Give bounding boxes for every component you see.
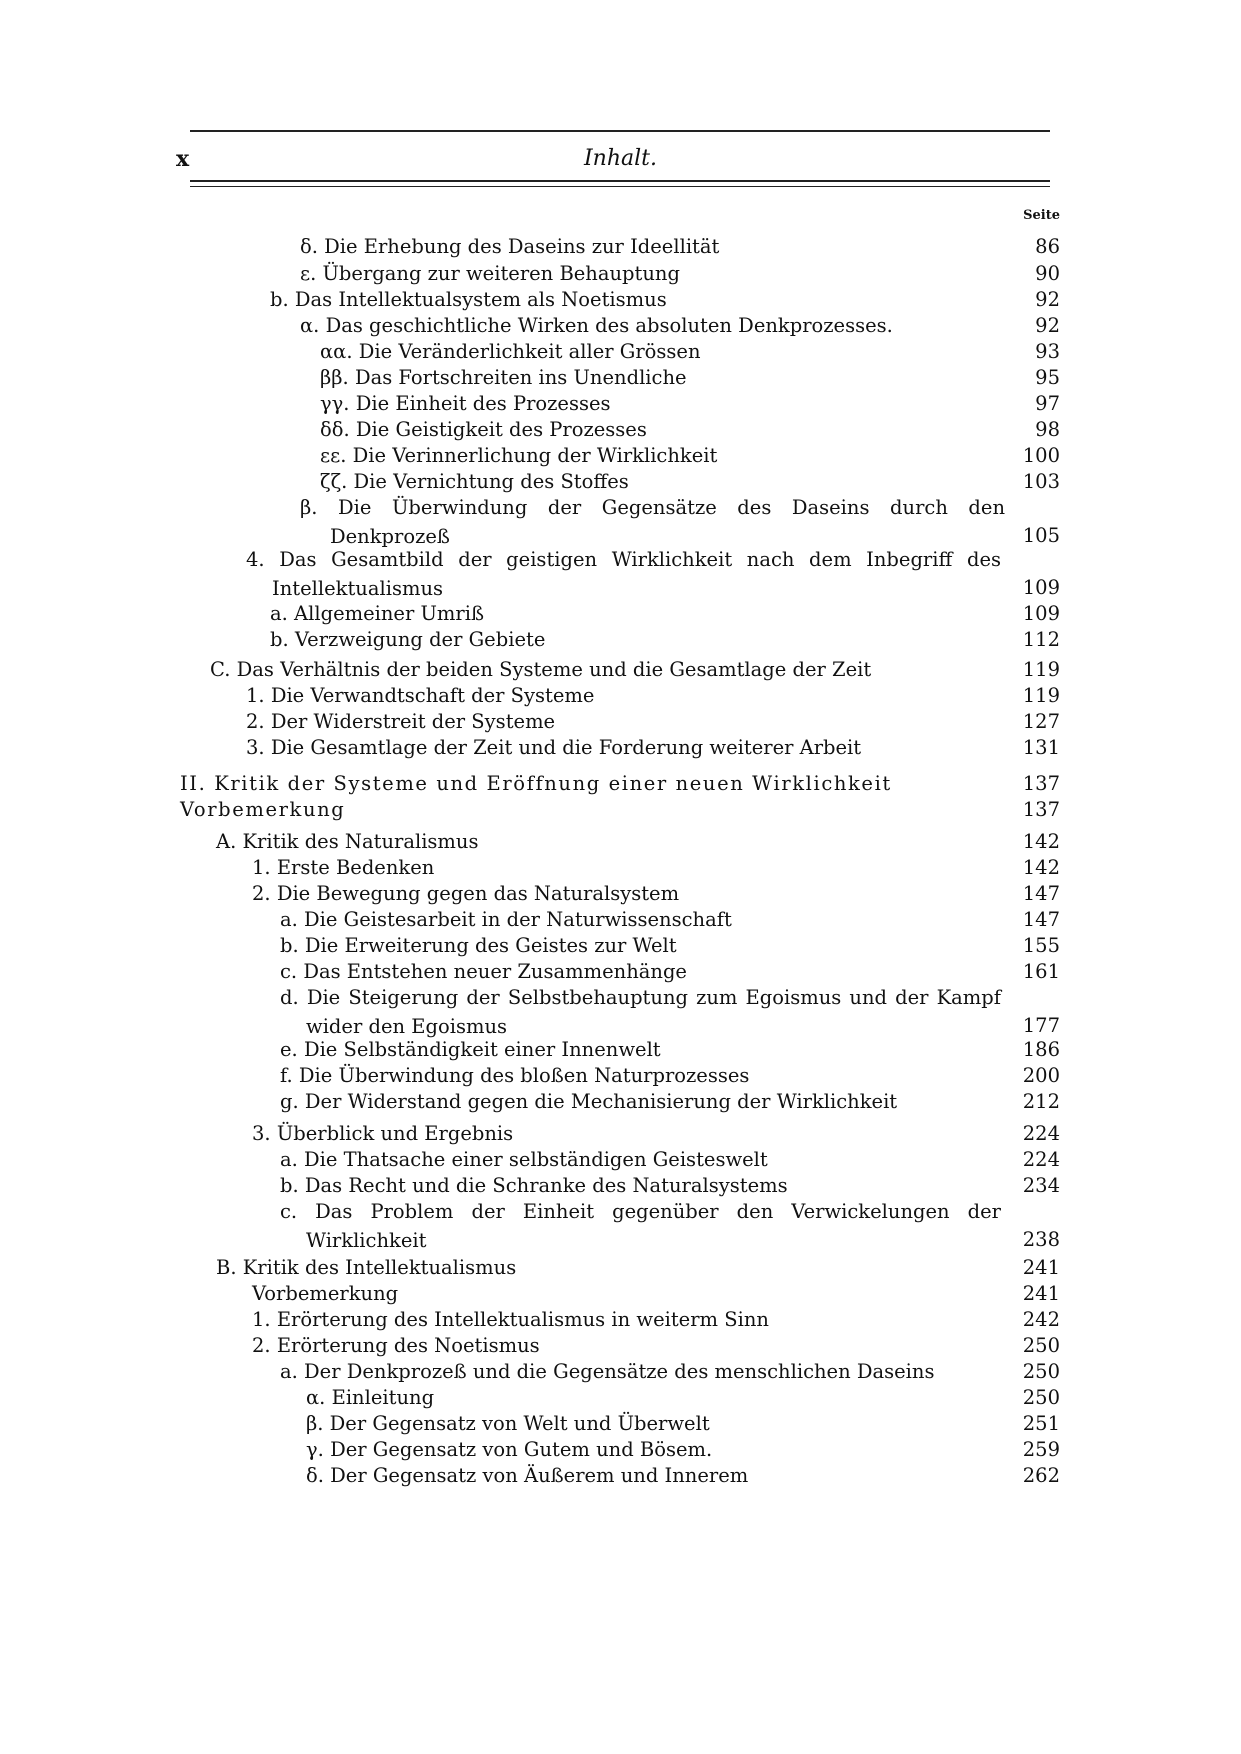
page-title: Inhalt. <box>583 146 657 171</box>
toc-entry-text: Die Verinnerlichung der Wirklichkeit <box>352 444 718 467</box>
toc-entry-label: g. <box>280 1090 305 1113</box>
toc-entry-label: C. <box>210 658 237 681</box>
toc-entry-text: Die Erhebung des Daseins zur Ideellität <box>324 235 720 258</box>
toc-entry-label: α. <box>300 314 326 337</box>
toc-entry-page: 119 <box>1022 658 1060 681</box>
toc-entry-text: Das geschichtliche Wirken des absoluten Denkprozesses. <box>325 314 893 337</box>
toc-entry[interactable] <box>300 311 893 340</box>
toc-entry-text: Einleitung <box>331 1386 435 1409</box>
toc-entry-text: Der Widerstreit der Systeme <box>270 710 556 733</box>
toc-entry[interactable] <box>180 769 892 798</box>
toc-entry-label: f. <box>280 1064 299 1087</box>
toc-entry-text: Die Gesamtlage der Zeit und die Forderung weiterer Arbeit <box>270 736 862 759</box>
toc-entry-label: β. <box>306 1412 330 1435</box>
toc-entry-text: Der Gegensatz von Welt und Überwelt <box>329 1412 710 1435</box>
toc-entry-page: 238 <box>1022 1228 1060 1251</box>
toc-entry-label: εε. <box>320 444 353 467</box>
toc-entry-text: Das Problem der Einheit gegenüber den Verwickelungen der Wirklichkeit <box>306 1200 1001 1252</box>
toc-entry-page: 109 <box>1022 602 1060 625</box>
toc-entry-page: 224 <box>1022 1122 1060 1145</box>
toc-entry-page: 93 <box>1035 340 1060 363</box>
toc-entry-label: b. <box>270 628 295 651</box>
toc-entry-text: Vorbemerkung <box>252 1282 399 1305</box>
toc-entry-label: a. <box>280 1360 305 1383</box>
toc-entry-label: b. <box>280 1174 305 1197</box>
toc-entry-page: 100 <box>1022 444 1060 467</box>
toc-entry-text: Das Gesamtbild der geistigen Wirklichkeit nach dem Inbegriff des Intellektualismus <box>272 548 1001 600</box>
toc-entry-text: Die Geistesarbeit in der Naturwissenschaft <box>304 908 732 931</box>
toc-entry[interactable] <box>320 467 629 496</box>
toc-entry-label: γ. <box>306 1438 331 1461</box>
toc-entry-label: δ. <box>300 235 325 258</box>
toc-entry[interactable] <box>320 415 647 444</box>
toc-entry-text: Die Bewegung gegen das Naturalsystem <box>276 882 680 905</box>
toc-entry[interactable] <box>252 1279 398 1308</box>
toc-entry-text: Der Gegensatz von Gutem und Bösem. <box>330 1438 713 1461</box>
toc-entry-text: Die Vernichtung des Stoffes <box>353 470 629 493</box>
toc-entry-page: 119 <box>1022 684 1060 707</box>
toc-entry-text: Die Geistigkeit des Prozesses <box>355 418 647 441</box>
toc-entry-page: 251 <box>1022 1412 1060 1435</box>
toc-entry-page: 186 <box>1022 1038 1060 1061</box>
toc-entry[interactable] <box>306 1409 710 1438</box>
toc-entry[interactable] <box>252 1305 769 1334</box>
toc-entry-text: Die Steigerung der Selbstbehauptung zum Egoismus und der Kampf wider den Egoismus <box>306 986 1001 1038</box>
toc-entry[interactable] <box>246 707 555 736</box>
toc-entry-label: 3. <box>246 736 271 759</box>
toc-entry-text: Das Intellektualsystem als Noetismus <box>294 288 667 311</box>
toc-entry[interactable] <box>252 1331 540 1360</box>
toc-entry[interactable] <box>216 827 479 856</box>
toc-entry-text: Übergang zur weiteren Behauptung <box>322 262 680 285</box>
toc-entry-page: 92 <box>1035 314 1060 337</box>
toc-entry[interactable] <box>306 1383 434 1412</box>
toc-entry[interactable] <box>270 625 545 654</box>
toc-entry-page: 200 <box>1022 1064 1060 1087</box>
toc-entry[interactable] <box>320 441 717 470</box>
toc-entry[interactable] <box>280 1357 934 1386</box>
header-rule-bottom <box>190 180 1050 187</box>
toc-entry-label: ζζ. <box>320 470 354 493</box>
toc-entry-label: 2. <box>246 710 271 733</box>
toc-entry-page: 142 <box>1022 830 1060 853</box>
page-number: x <box>176 146 191 172</box>
header-rule-top <box>190 130 1050 132</box>
toc-entry-label: II. <box>180 772 215 795</box>
toc-entry-label: β. <box>300 496 339 519</box>
toc-entry-label: 2. <box>252 882 277 905</box>
toc-entry-page: 234 <box>1022 1174 1060 1197</box>
toc-entry[interactable] <box>180 795 345 824</box>
toc-entry-label: 4. <box>246 548 280 571</box>
toc-entry-label: c. <box>280 960 304 983</box>
toc-entry-text: Allgemeiner Umriß <box>294 602 485 625</box>
toc-entry[interactable] <box>280 1145 768 1174</box>
toc-entry-text: Das Recht und die Schranke des Naturalsystems <box>304 1174 788 1197</box>
toc-entry-page: 142 <box>1022 856 1060 879</box>
toc-entry[interactable] <box>252 879 679 908</box>
toc-entry[interactable] <box>280 1171 788 1200</box>
toc-entry[interactable] <box>320 363 687 392</box>
toc-entry[interactable] <box>280 905 732 934</box>
toc-entry-label: δ. <box>306 1464 331 1487</box>
toc-entry-page: 131 <box>1022 736 1060 759</box>
toc-entry[interactable] <box>320 389 611 418</box>
toc-entry-text: Der Denkprozeß und die Gegensätze des menschlichen Daseins <box>304 1360 935 1383</box>
toc-entry[interactable] <box>210 655 871 684</box>
toc-entry-label: δδ. <box>320 418 356 441</box>
toc-entry[interactable] <box>280 957 687 986</box>
toc-entry-text: Erörterung des Noetismus <box>276 1334 540 1357</box>
toc-entry[interactable] <box>270 599 484 628</box>
toc-entry-label: b. <box>270 288 295 311</box>
toc-entry-page: 98 <box>1035 418 1060 441</box>
toc-entry-label: a. <box>280 1148 305 1171</box>
toc-entry-page: 259 <box>1022 1438 1060 1461</box>
toc-entry-label: 1. <box>246 684 271 707</box>
toc-entry-page: 92 <box>1035 288 1060 311</box>
toc-entry-page: 262 <box>1022 1464 1060 1487</box>
toc-entry-page: 112 <box>1022 628 1060 651</box>
toc-entry[interactable] <box>252 1119 513 1148</box>
toc-entry[interactable] <box>280 931 677 960</box>
toc-entry[interactable] <box>306 1435 712 1464</box>
toc-entry-label: 2. <box>252 1334 277 1357</box>
toc-entry-page: 147 <box>1022 908 1060 931</box>
toc-entry-label: γγ. <box>320 392 356 415</box>
toc-entry-page: 241 <box>1022 1282 1060 1305</box>
toc-entry-label: 1. <box>252 856 277 879</box>
toc-entry[interactable] <box>280 1197 1001 1255</box>
toc-entry-label: α. <box>306 1386 332 1409</box>
toc-entry[interactable] <box>320 337 701 366</box>
toc-entry-text: Das Fortschreiten ins Unendliche <box>354 366 687 389</box>
toc-entry-text: Kritik der Systeme und Eröffnung einer neuen Wirklichkeit <box>214 772 892 795</box>
toc-entry-label: a. <box>270 602 295 625</box>
toc-entry-text: Die Überwindung des bloßen Naturprozesses <box>298 1064 750 1087</box>
toc-entry-text: Das Entstehen neuer Zusammenhänge <box>303 960 687 983</box>
toc-entry-text: Überblick und Ergebnis <box>276 1122 514 1145</box>
toc-entry[interactable] <box>252 853 434 882</box>
toc-entry-page: 161 <box>1022 960 1060 983</box>
toc-entry-page: 103 <box>1022 470 1060 493</box>
toc-entry-text: Erörterung des Intellektualismus in weiterm Sinn <box>276 1308 769 1331</box>
toc-entry-text: Verzweigung der Gebiete <box>294 628 546 651</box>
toc-entry[interactable] <box>246 733 861 762</box>
toc-entry[interactable] <box>216 1253 516 1282</box>
toc-entry[interactable] <box>300 232 719 261</box>
toc-entry-page: 212 <box>1022 1090 1060 1113</box>
toc-entry-text: Die Selbständigkeit einer Innenwelt <box>303 1038 661 1061</box>
toc-entry-text: Das Verhältnis der beiden Systeme und die Gesamtlage der Zeit <box>236 658 872 681</box>
toc-entry-text: Der Widerstand gegen die Mechanisierung der Wirklichkeit <box>304 1090 898 1113</box>
toc-entry-page: 90 <box>1035 262 1060 285</box>
toc-entry-page: 109 <box>1022 576 1060 599</box>
toc-entry[interactable] <box>270 285 667 314</box>
toc-entry-page: 241 <box>1022 1256 1060 1279</box>
toc-entry-label: d. <box>280 986 307 1009</box>
toc-entry-page: 137 <box>1022 772 1060 795</box>
toc-entry-label: αα. <box>320 340 359 363</box>
toc-entry[interactable] <box>280 1035 661 1064</box>
toc-entry-label: b. <box>280 934 305 957</box>
toc-entry-label: ε. <box>300 262 323 285</box>
seite-column-label: Seite <box>1023 208 1060 223</box>
toc-entry-page: 155 <box>1022 934 1060 957</box>
toc-entry-label: A. <box>216 830 243 853</box>
toc-entry-page: 250 <box>1022 1360 1060 1383</box>
toc-entry-text: Die Überwindung der Gegensätze des Daseins durch den Denkprozeß <box>330 496 1006 548</box>
toc-entry-text: Der Gegensatz von Äußerem und Innerem <box>330 1464 749 1487</box>
toc-entry-label: c. <box>280 1200 316 1223</box>
toc-entry[interactable] <box>280 983 1001 1041</box>
toc-entry[interactable] <box>300 493 1005 551</box>
toc-entry-label: B. <box>216 1256 243 1279</box>
toc-entry-page: 250 <box>1022 1334 1060 1357</box>
toc-entry-text: Die Thatsache einer selbständigen Geisteswelt <box>304 1148 768 1171</box>
toc-entry-text: Die Veränderlichkeit aller Grössen <box>358 340 701 363</box>
toc-entry-text: Vorbemerkung <box>180 798 346 821</box>
toc-entry-page: 177 <box>1022 1014 1060 1037</box>
toc-entry-label: 3. <box>252 1122 277 1145</box>
toc-entry[interactable] <box>306 1461 748 1490</box>
toc-entry-text: Die Einheit des Prozesses <box>355 392 611 415</box>
toc-entry-page: 95 <box>1035 366 1060 389</box>
toc-entry[interactable] <box>246 545 1001 603</box>
toc-entry-text: Kritik des Naturalismus <box>242 830 479 853</box>
toc-entry-page: 242 <box>1022 1308 1060 1331</box>
toc-entry-label: ββ. <box>320 366 355 389</box>
toc-entry-text: Die Verwandtschaft der Systeme <box>270 684 595 707</box>
toc-entry-page: 137 <box>1022 798 1060 821</box>
toc-entry[interactable] <box>280 1061 749 1090</box>
toc-entry[interactable] <box>246 681 594 710</box>
toc-entry-page: 127 <box>1022 710 1060 733</box>
toc-entry-text: Die Erweiterung des Geistes zur Welt <box>304 934 677 957</box>
toc-entry-label: a. <box>280 908 305 931</box>
toc-entry-page: 224 <box>1022 1148 1060 1171</box>
toc-entry-page: 97 <box>1035 392 1060 415</box>
toc-entry[interactable] <box>300 259 680 288</box>
toc-entry-page: 86 <box>1035 235 1060 258</box>
toc-entry-page: 250 <box>1022 1386 1060 1409</box>
toc-entry-page: 147 <box>1022 882 1060 905</box>
toc-entry[interactable] <box>280 1087 897 1116</box>
toc-entry-text: Erste Bedenken <box>276 856 435 879</box>
toc-entry-text: Kritik des Intellektualismus <box>242 1256 517 1279</box>
toc-entry-page: 105 <box>1022 524 1060 547</box>
toc-entry-label: 1. <box>252 1308 277 1331</box>
toc-entry-label: e. <box>280 1038 304 1061</box>
